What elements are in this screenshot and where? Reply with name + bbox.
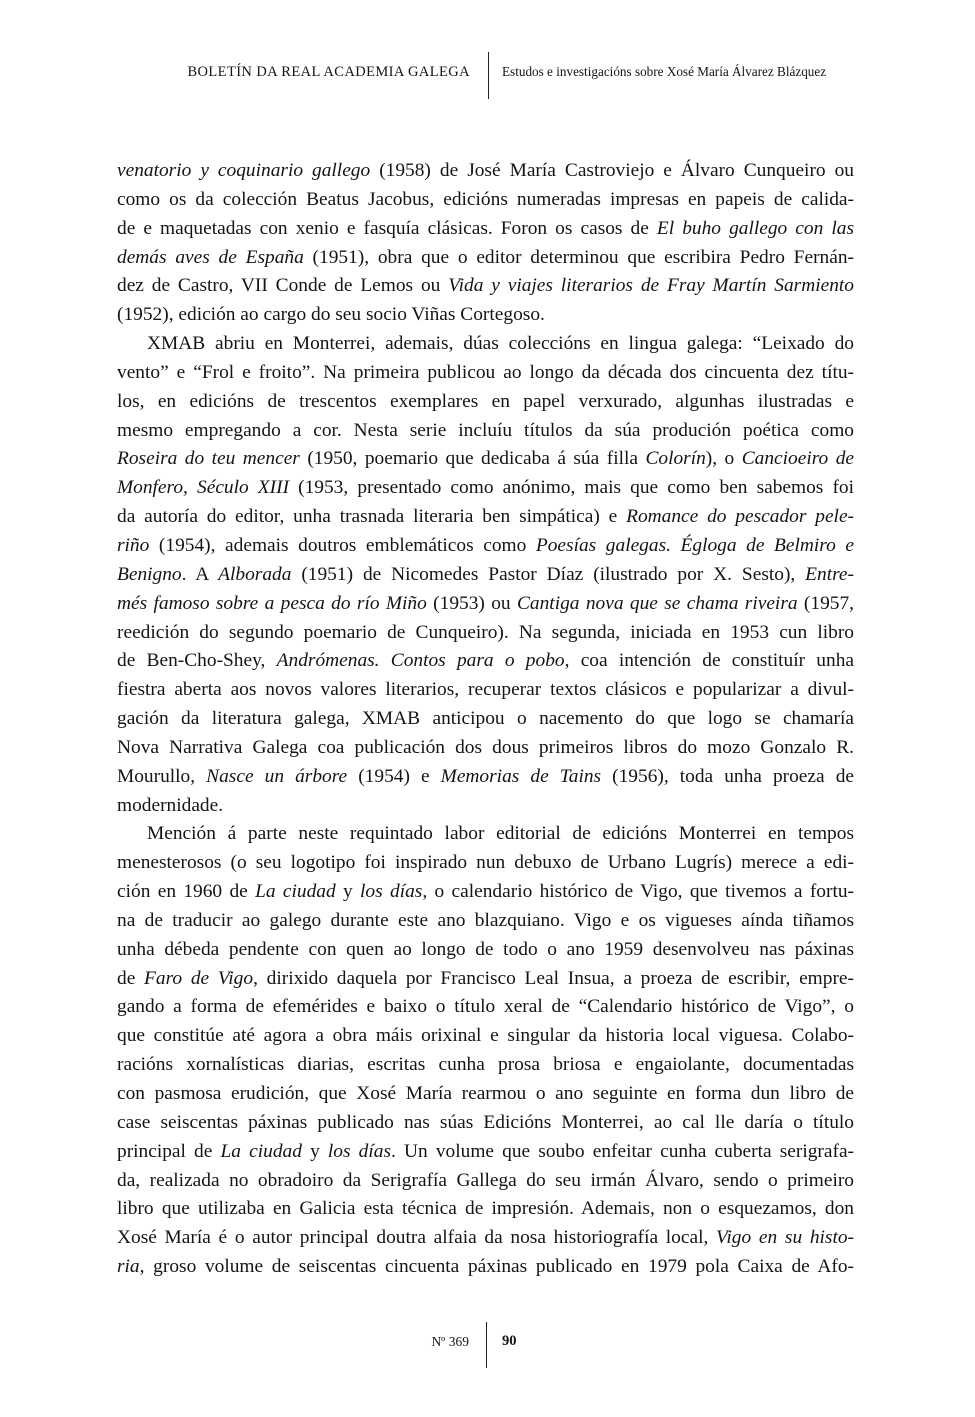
- italic-title: Cancioeiro de: [741, 448, 854, 470]
- text-run: , o calendario histórico de Vigo, que tivemos a fortu-: [422, 881, 854, 903]
- section-title: Estudos e investigacións sobre Xosé María Álvarez Blázquez: [502, 64, 827, 79]
- italic-title: ria: [117, 1256, 140, 1278]
- header-divider: [488, 52, 489, 99]
- text-run: los, en edicións de trescentos exemplares en papel verxurado, algunhas ilustradas e: [117, 390, 854, 412]
- text-line: [117, 619, 854, 648]
- text-line: [117, 186, 854, 215]
- italic-title: El buho gallego con las: [656, 217, 854, 239]
- text-run: da, realizada no obradoiro da Serigrafía Gallega do seu irmán Álvaro, sendo o primeiro: [117, 1169, 854, 1191]
- text-line: [117, 1253, 854, 1282]
- running-header: [0, 52, 975, 100]
- text-run: de Ben-Cho-Shey,: [117, 650, 277, 672]
- text-line: [117, 388, 854, 417]
- text-run: Mención á parte neste requintado labor editorial de edicións Monterrei en tempos: [147, 823, 854, 845]
- text-line: [117, 849, 854, 878]
- text-run: gando a forma de efemérides e baixo o título xeral de “Calendario histórico de Vigo”, o: [117, 996, 854, 1018]
- text-run: gación da literatura galega, XMAB anticipou o nacemento do que logo se chamaría: [117, 708, 854, 730]
- text-line: [117, 907, 854, 936]
- italic-title: Entre-: [805, 563, 854, 585]
- text-run: , coa intención de constituír unha: [564, 650, 855, 672]
- text-run: y: [335, 881, 361, 903]
- text-run: (1953, presentado como anónimo, mais que como ben sabemos foi: [289, 477, 854, 499]
- text-run: como os da colección Beatus Jacobus, edicións numeradas impresas en papeis de calida-: [117, 188, 854, 210]
- text-run: (1951), obra que o editor determinou que escribira Pedro Fernán-: [303, 246, 854, 268]
- italic-title: los días: [360, 881, 423, 903]
- italic-title: Faro de Vigo: [144, 967, 254, 989]
- text-line: [117, 417, 854, 446]
- text-run: (1954) e: [347, 765, 441, 787]
- text-line: [117, 1167, 854, 1196]
- text-run: , dirixido daquela por Francisco Leal Insua, a proeza de escribir, empre-: [253, 967, 854, 989]
- text-line: [117, 330, 854, 359]
- text-run: (1956), toda unha proeza de: [601, 765, 854, 787]
- text-run: ), o: [705, 448, 742, 470]
- text-run: con pasmosa erudición, que Xosé María rearmou o ano seguinte en forma dun libro de: [117, 1083, 854, 1104]
- text-line: [117, 272, 854, 301]
- text-line: [117, 820, 854, 849]
- text-run: Nova Narrativa Galega coa publicación dos dous primeiros libros do mozo Gonzalo R.: [117, 736, 854, 758]
- text-run: Xosé María é o autor principal doutra alfaia da nosa historiografía local,: [117, 1227, 717, 1249]
- journal-title: BOLETÍN DA REAL ACADEMIA GALEGA: [187, 64, 470, 80]
- issue-number: Nº 369: [431, 1334, 469, 1349]
- text-line: [117, 647, 854, 676]
- italic-title: Romance do pescador pele-: [626, 506, 855, 528]
- footer-divider: [486, 1322, 487, 1368]
- paragraph: [117, 330, 854, 820]
- italic-title: Nasce un árbore: [206, 765, 348, 787]
- article-body: [117, 157, 854, 1282]
- text-line: [117, 676, 854, 705]
- text-line: [117, 359, 854, 388]
- text-run: (1958) de José María Castroviejo e Álvaro Cunqueiro ou: [370, 160, 854, 181]
- text-run: y: [301, 1140, 328, 1162]
- text-run: principal de: [117, 1140, 221, 1162]
- italic-title: Benigno: [117, 563, 182, 585]
- text-line: [117, 244, 854, 273]
- text-run: (1951) de Nicomedes Pastor Díaz (ilustrado por X. Sesto),: [291, 563, 806, 585]
- text-line: [117, 1051, 854, 1080]
- text-line: [117, 705, 854, 734]
- text-run: dez de Castro, VII Conde de Lemos ou: [117, 275, 449, 297]
- italic-title: Monfero, Século XIII: [117, 477, 290, 499]
- text-run: . A: [181, 563, 219, 585]
- text-line: [117, 763, 854, 792]
- text-line: [117, 561, 854, 590]
- text-run: da autoría do editor, unha trasnada literaria ben simpática) e: [117, 506, 627, 528]
- text-run: reedición do segundo poemario de Cunqueiro). Na segunda, iniciada en 1953 cun libro: [117, 621, 854, 643]
- text-line: [117, 1080, 854, 1109]
- text-run: menesterosos (o seu logotipo foi inspirado nun debuxo de Urbano Lugrís) merece a edi-: [117, 852, 854, 874]
- italic-title: los días: [327, 1140, 392, 1162]
- italic-title: riño: [117, 534, 150, 556]
- text-run: (1953) ou: [426, 592, 517, 614]
- text-line: [117, 301, 854, 330]
- italic-title: Colorín: [645, 448, 706, 470]
- text-run: XMAB abriu en Monterrei, ademais, dúas coleccións en lingua galega: “Leixado do: [147, 333, 854, 355]
- text-run: mesmo empregando a cor. Nesta serie incluíu títulos da súa produción poética como: [117, 419, 854, 441]
- text-line: [117, 445, 854, 474]
- italic-title: Poesías galegas. Égloga de Belmiro e: [535, 534, 854, 556]
- text-run: de e maquetadas con xenio e fasquía clásicas. Foron os casos de: [117, 217, 657, 239]
- text-run: que constitúe até agora a obra máis orixinal e singular da historia local viguesa. Colabo-: [117, 1025, 854, 1047]
- italic-title: Cantiga nova que se chama riveira: [516, 592, 798, 614]
- text-line: [117, 936, 854, 965]
- italic-title: Alborada: [218, 563, 292, 585]
- text-run: case seiscentas páxinas publicado nas súas Edicións Monterrei, ao cal lle daría o título: [117, 1111, 854, 1133]
- italic-title: més famoso sobre a pesca do río Miño: [117, 592, 427, 614]
- text-run: na de traducir ao galego durante este ano blazquiano. Vigo e os vigueses aínda tiñamos: [117, 909, 854, 931]
- text-run: vento” e “Frol e froito”. Na primeira publicou ao longo da década dos cincuenta dez títu-: [117, 361, 854, 383]
- text-line: [117, 590, 854, 619]
- text-run: (1950, poemario que dedicaba á súa filla: [299, 448, 646, 470]
- text-line: [117, 1224, 854, 1253]
- italic-title: La ciudad: [220, 1140, 302, 1162]
- italic-title: Vida y viajes literarios de Fray Martín Sarmiento: [448, 275, 854, 297]
- italic-title: demás aves de España: [117, 246, 304, 268]
- italic-title: La ciudad: [255, 881, 336, 903]
- italic-title: venatorio y coquinario gallego: [117, 160, 371, 181]
- text-line: [117, 1195, 854, 1224]
- text-run: (1952), edición ao cargo do seu socio Viñas Cortegoso.: [117, 304, 545, 326]
- text-line: [117, 993, 854, 1022]
- text-run: ción en 1960 de: [117, 881, 256, 903]
- italic-title: Vigo en su histo-: [716, 1227, 855, 1249]
- text-run: Mourullo,: [117, 765, 207, 787]
- text-line: [117, 965, 854, 994]
- text-line: [117, 792, 854, 821]
- text-run: , groso volume de seiscentas cincuenta páxinas publicado en 1979 pola Caixa de Afo-: [139, 1256, 854, 1278]
- text-run: unha débeda pendente con quen ao longo de todo o ano 1959 desenvolveu nas páxinas: [117, 938, 854, 960]
- text-line: [117, 474, 854, 503]
- text-run: racións xornalísticas diarias, escritas cunha prosa briosa e engaiolante, documentadas: [117, 1054, 854, 1076]
- italic-title: Andrómenas. Contos para o pobo: [276, 650, 565, 672]
- text-run: de: [117, 967, 145, 989]
- running-footer: [0, 1322, 975, 1370]
- text-line: [117, 215, 854, 244]
- text-run: . Un volume que soubo enfeitar cunha cuberta serigrafa-: [391, 1140, 855, 1162]
- text-run: libro que utilizaba en Galicia esta técnica de impresión. Ademais, non o esquezamos, don: [117, 1198, 854, 1220]
- paragraph: [117, 820, 854, 1282]
- text-line: [117, 1109, 854, 1138]
- text-run: (1954), ademais doutros emblemáticos como: [149, 534, 536, 556]
- text-run: fiestra aberta aos novos valores literarios, recuperar textos clásicos e popularizar a divul-: [117, 679, 854, 701]
- italic-title: Roseira do teu mencer: [117, 448, 300, 470]
- text-line: [117, 734, 854, 763]
- text-line: [117, 532, 854, 561]
- text-line: [117, 1138, 854, 1167]
- text-line: [117, 503, 854, 532]
- text-line: [117, 878, 854, 907]
- text-run: modernidade.: [117, 794, 224, 816]
- page-number: 90: [502, 1333, 517, 1349]
- text-line: [117, 1022, 854, 1051]
- paragraph: [117, 157, 854, 330]
- text-run: (1957,: [797, 592, 855, 614]
- text-line: [117, 157, 854, 186]
- italic-title: Memorias de Tains: [440, 765, 602, 787]
